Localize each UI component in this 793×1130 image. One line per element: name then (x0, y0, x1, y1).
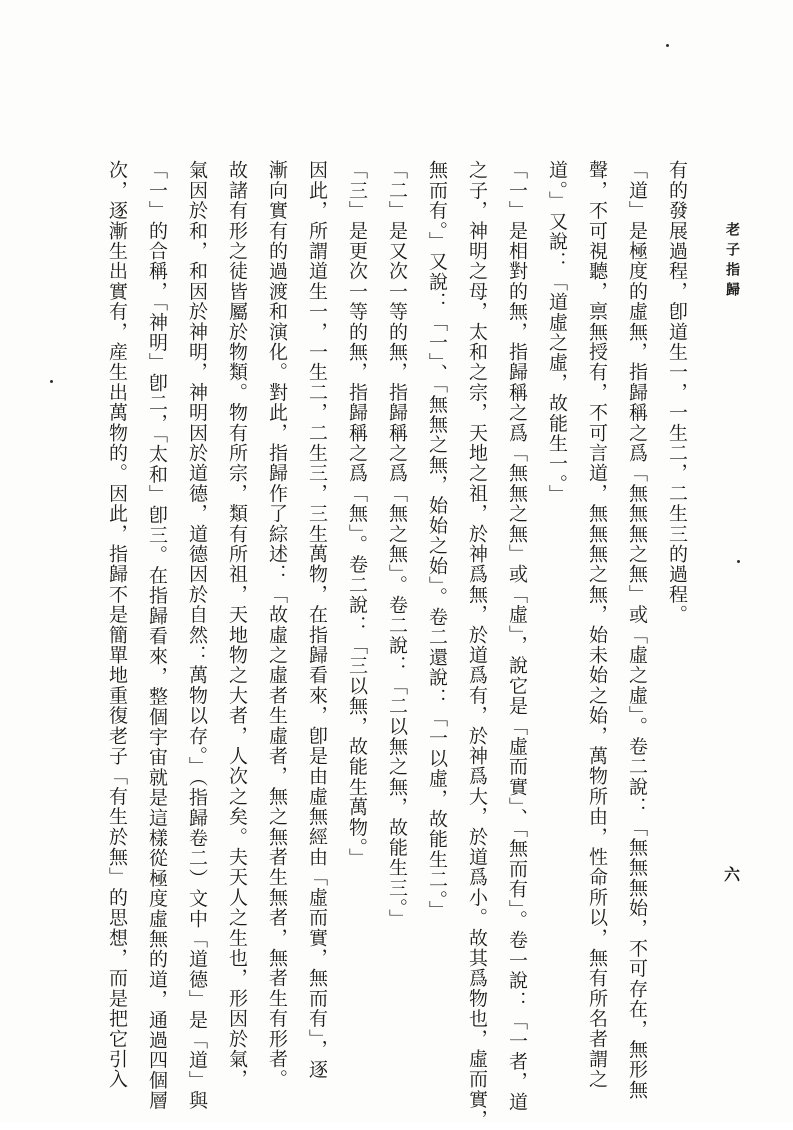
text-column: 有的發展過程，卽道生一，一生二，二生三的過程。 (666, 160, 688, 625)
text-column: 之子，神明之母，太和之宗，天地之祖，於神爲無，於道爲有，於神爲大，於道爲小。故其爲物也，虛而實， (466, 160, 488, 1130)
text-column: 聲，不可視聽，禀無授有，不可言道，無無無之無，始未始之始，萬物所由，性命所以，無有所名者謂之 (586, 160, 608, 1090)
text-column: 「一」是相對的無，指歸稱之爲「無無之無」或「虛」，說它是「虛而實」、「無而有」。卷一說：「一者，道 (506, 160, 528, 1112)
scan-speck (50, 380, 53, 383)
text-column: 無而有。」又說：「一」、「無無之無，始始之始」。卷二還說：「一以虛，故能生二。」 (426, 160, 448, 921)
text-column: 道。」又說：「道虛之虛，故能生一。」 (546, 160, 568, 505)
page-number: 六 (724, 865, 741, 884)
text-column: 因此，所謂道生一，一生二，二生三，三生萬物，在指歸看來，卽是由虛無經由「虛而實，無而有」，逐 (306, 160, 328, 1080)
text-column: 「三」是更次一等的無，指歸稱之爲「無」。卷二說：「三以無，故能生萬物。」 (346, 160, 368, 869)
text-column: 故諸有形之徒皆屬於物類。物有所宗，類有所祖，天地物之大者，人次之矣。夫天人之生也，形因於氣， (226, 160, 248, 1090)
scan-speck (737, 560, 740, 563)
text-column: 氣因於和，和因於神明，神明因於道德，道德因於自然：萬物以存。」（指歸卷二）文中「道德」是「道」與 (186, 160, 208, 1111)
running-head-title: 老子指歸 (724, 222, 740, 302)
text-column: 「道」是極度的虛無，指歸稱之爲「無無無之無」或「虛之虛」。卷二說：「無無無始，不可存在，無形無 (626, 160, 648, 1100)
text-column: 「二」是又次一等的無，指歸稱之爲「無之無」。卷二說：「二以無之無，故能生三。」 (386, 160, 408, 929)
text-column: 「一」的合稱，「神明」卽二，「太和」卽三。在指歸看來，整個宇宙就是這樣從極度虛無的道，通過四個層 (146, 160, 168, 1111)
vertical-text-body (97, 160, 697, 1130)
text-column: 次，逐漸生出實有，産生出萬物的。因此，指歸不是簡單地重復老子「有生於無」的思想，而是把它引入 (106, 160, 128, 1090)
scan-speck (666, 44, 669, 47)
text-column: 漸向實有的過渡和演化。對此，指歸作了綜述：「故虛之虛者生虛者，無之無者生無者，無者生有形者。 (266, 160, 288, 1090)
